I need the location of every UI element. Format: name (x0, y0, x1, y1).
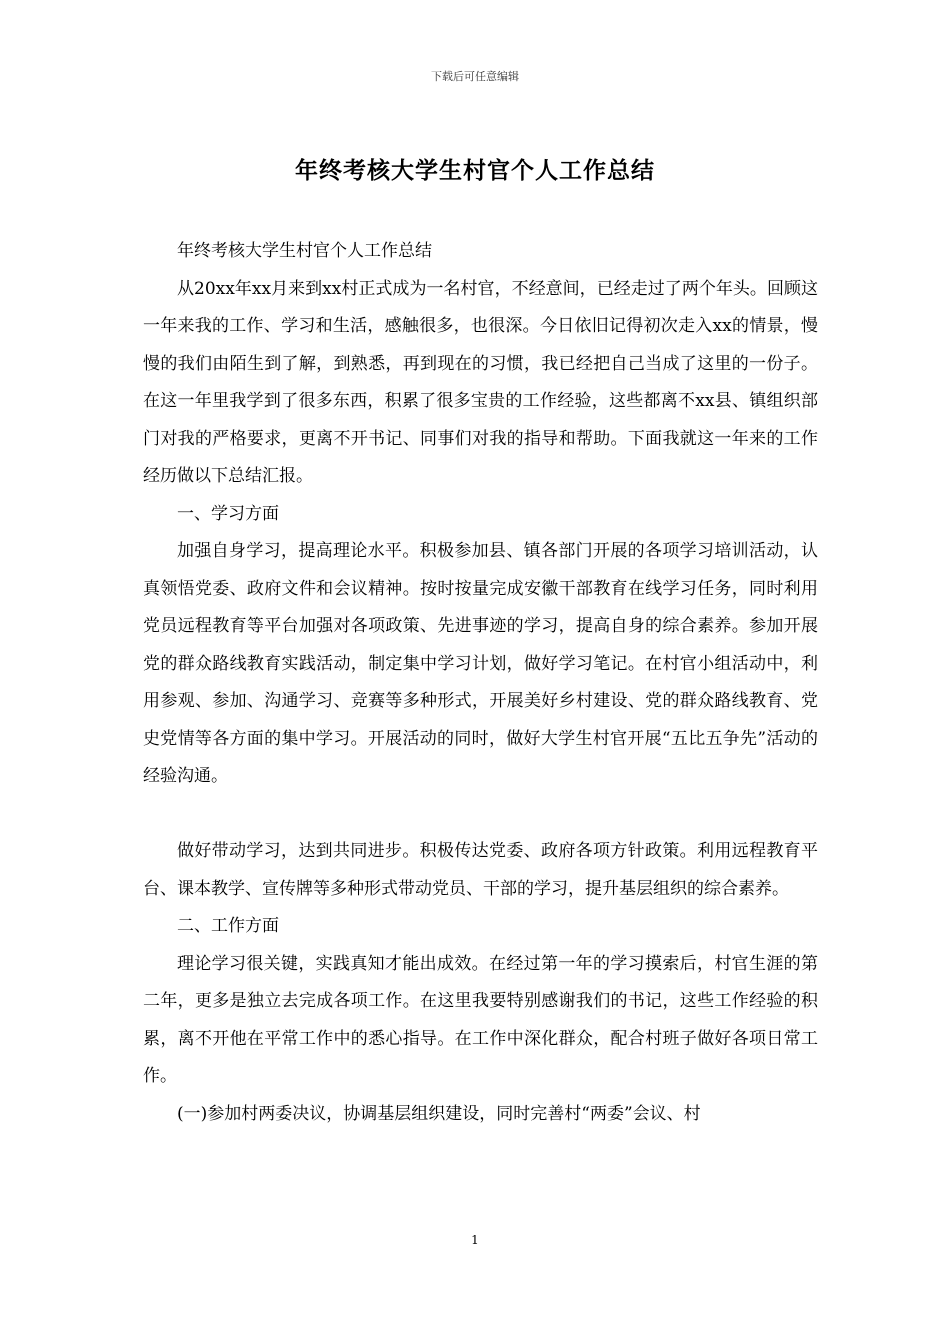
paragraph-intro: 从20xx年xx月来到xx村正式成为一名村官，不经意间，已经走过了两个年头。回顾这一年来我的工作、学习和生活，感触很多，也很深。今日依旧记得初次走入xx的情景，慢慢的我们由陌生到了解，到熟悉，再到现在的习惯，我已经把自己当成了这里的一份子。在这一年里我学到了很多东西，积累了很多宝贵的工作经验，这些都离不xx县、镇组织部门对我的严格要求，更离不开书记、同事们对我的指导和帮助。下面我就这一年来的工作经历做以下总结汇报。 (143, 278, 818, 486)
paragraph-lead-study: 做好带动学习，达到共同进步。积极传达党委、政府各项方针政策。利用远程教育平台、课本教学、宣传牌等多种形式带动党员、干部的学习，提升基层组织的综合素养。 (143, 841, 818, 899)
document-body (143, 233, 818, 1133)
section-heading-work: 二、工作方面 (177, 916, 279, 936)
paragraph-self-study: 加强自身学习，提高理论水平。积极参加县、镇各部门开展的各项学习培训活动，认真领悟党委、政府文件和会议精神。按时按量完成安徽干部教育在线学习任务，同时利用党员远程教育等平台加强对各项政策、先进事迹的学习，提高自身的综合素养。参加开展党的群众路线教育实践活动，制定集中学习计划，做好学习笔记。在村官小组活动中，利用参观、参加、沟通学习、竞赛等多种形式，开展美好乡村建设、党的群众路线教育、党史党情等各方面的集中学习。开展活动的同时，做好大学生村官开展“五比五争先”活动的经验沟通。 (143, 541, 818, 786)
page-header: 下载后可任意编辑 (431, 70, 519, 83)
document-title: 年终考核大学生村官个人工作总结 (295, 157, 655, 184)
paragraph-work-item-1: (一)参加村两委决议，协调基层组织建设，同时完善村“两委”会议、村 (177, 1103, 701, 1124)
page-number: 1 (471, 1233, 479, 1247)
section-heading-study: 一、学习方面 (177, 503, 279, 524)
paragraph-work-practice: 理论学习很关键，实践真知才能出成效。在经过第一年的学习摸索后，村官生涯的第二年，更多是独立去完成各项工作。在这里我要特别感谢我们的书记，这些工作经验的积累，离不开他在平常工作中的悉心指导。在工作中深化群众，配合村班子做好各项日常工作。 (143, 953, 818, 1086)
paragraph-subtitle: 年终考核大学生村官个人工作总结 (177, 241, 432, 261)
